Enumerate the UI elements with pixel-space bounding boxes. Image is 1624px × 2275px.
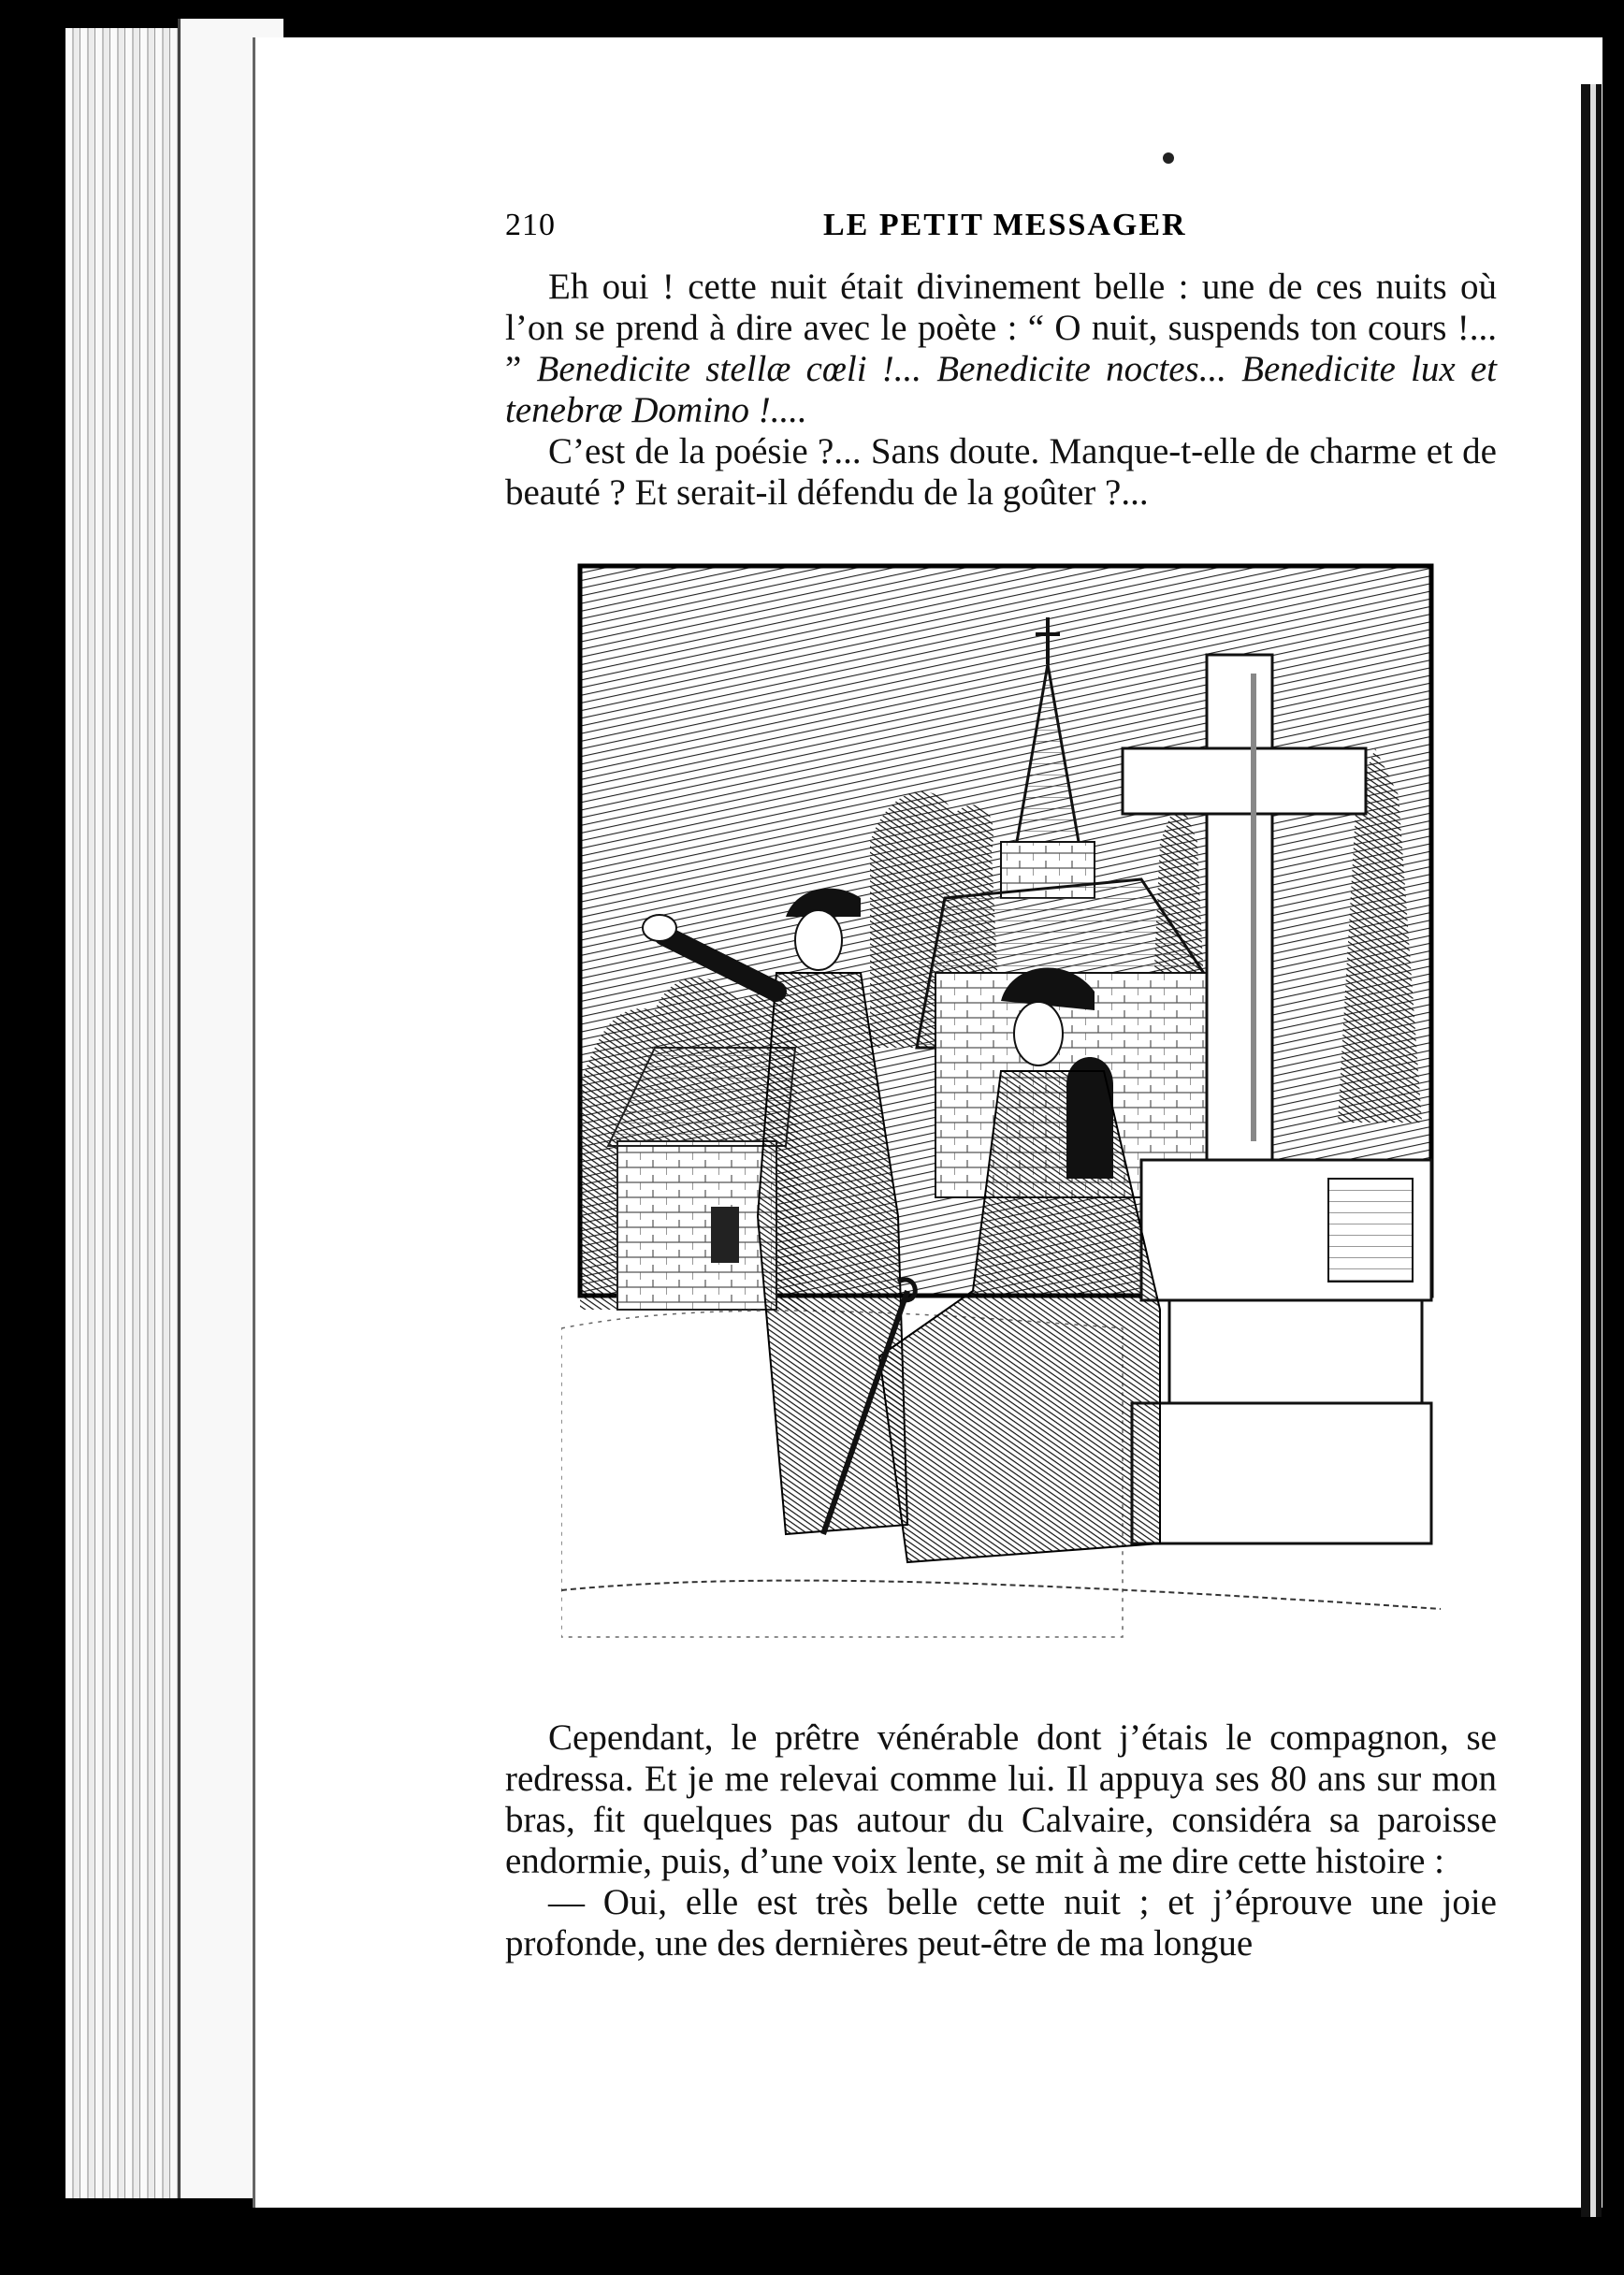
paragraph: — Oui, elle est très belle cette nuit ; et j’éprouve une joie profonde, une des dernières peut-être de ma longue [505, 1882, 1497, 1963]
house-window [711, 1207, 739, 1263]
book-right-edge-highlight [1590, 84, 1596, 2217]
pedestal-step-2 [1132, 1403, 1431, 1543]
paragraph: Cependant, le prêtre vénérable dont j’étais le compagnon, se redressa. Et je me relevai comme lui. Il appuya ses 80 ans sur mon bras, fit quelques pas autour du Calvaire, considéra sa paroisse endormie, puis, d’une voix lente, se mit à me dire cette histoire : [505, 1717, 1497, 1881]
illustration [561, 561, 1497, 1665]
page-number: 210 [505, 208, 556, 242]
calvary-cross-upright [1207, 655, 1272, 1160]
running-head [505, 208, 1487, 249]
text-block-bottom [505, 1717, 1497, 1964]
ink-spot [1163, 152, 1174, 164]
running-title: LE PETIT MESSAGER [823, 208, 1187, 242]
pedestal-step-1 [1169, 1300, 1422, 1403]
latin-quote: Benedicite stellæ cœli !... Benedicite noctes... Benedicite lux et tenebræ Domino !.... [505, 349, 1497, 430]
paragraph [505, 267, 1497, 431]
paragraph: C’est de la poésie ?... Sans doute. Manque-t-elle de charme et de beauté ? Et serait-il défendu de la goûter ?... [505, 431, 1497, 513]
engraving-illustration [561, 561, 1497, 1665]
calvary-cross-arm [1123, 748, 1366, 814]
house-wall [617, 1141, 776, 1310]
seated-priest-face [1014, 1002, 1063, 1065]
paragraph-text: Eh oui ! cette nuit était divinement belle : une de ces nuits où l’on se prend à dire avec le poète : “ O nuit, suspends ton cours !... ” [505, 267, 1497, 389]
text-block-top [505, 267, 1497, 514]
standing-priest-face [795, 910, 842, 970]
